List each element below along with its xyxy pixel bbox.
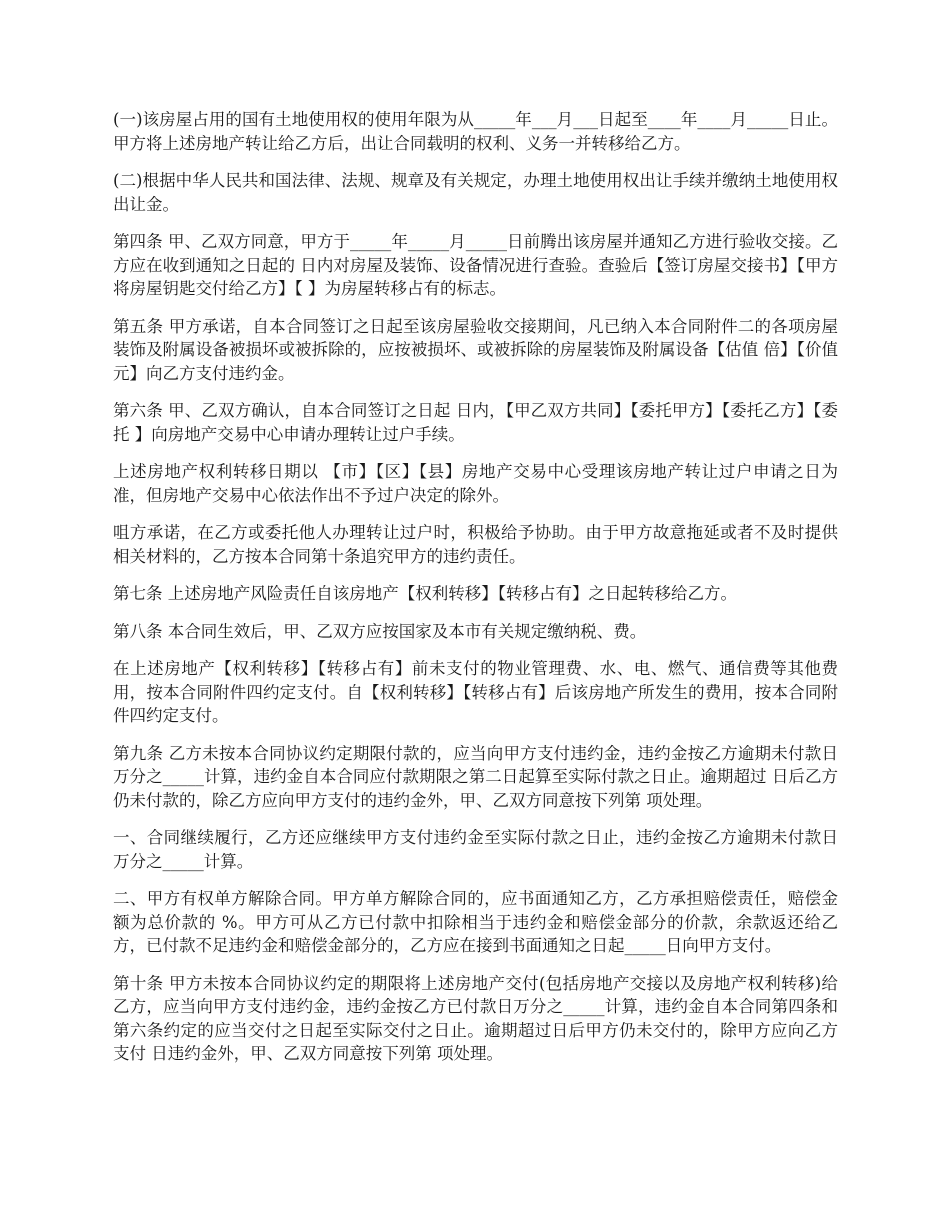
article-4-handover: 第四条 甲、乙双方同意，甲方于_____年_____月_____日前腾出该房屋并通知乙方进行验收交接。乙方应在收到通知之日起的 日内对房屋及装饰、设备情况进行查验。查验后【签订房屋交接书】【甲方将房屋钥匙交付给乙方】【 】为房屋转移占有的标志。 — [113, 232, 838, 298]
utility-fees-clause: 在上述房地产【权利转移】【转移占有】前未支付的物业管理费、水、电、燃气、通信费等其他费用，按本合同附件四约定支付。自【权利转移】【转移占有】后该房地产所发生的费用，按本合同附件四约定支付。 — [113, 659, 838, 725]
article-8-taxes-fees: 第八条 本合同生效后，甲、乙双方应按国家及本市有关规定缴纳税、费。 — [113, 621, 647, 641]
article-10-late-delivery: 第十条 甲方未按本合同协议约定的期限将上述房地产交付(包括房地产交接以及房地产权利转移)给乙方，应当向甲方支付违约金，违约金按乙方已付款日万分之_____计算，违约金自本合同第四条和第六条约定的应当交付之日起至实际交付之日止。逾期超过日后甲方仍未交付的，除甲方应向乙方支付 日违约金外，甲、乙双方同意按下列第 项处理。 — [113, 973, 838, 1063]
option-2-terminate-contract: 二、甲方有权单方解除合同。甲方单方解除合同的，应书面通知乙方，乙方承担赔偿责任，赔偿金额为总价款的 %。甲方可从乙方已付款中扣除相当于违约金和赔偿金部分的价款，余款返还给乙方，已付款不足违约金和赔偿金部分的，乙方应在接到书面通知之日起_____日向甲方支付。 — [113, 889, 838, 955]
clause-land-grant-fee: (二)根据中华人民共和国法律、法规、规章及有关规定，办理土地使用权出让手续并缴纳土地使用权出让金。 — [113, 171, 838, 214]
article-9-late-payment: 第九条 乙方未按本合同协议约定期限付款的，应当向甲方支付违约金，违约金按乙方逾期未付款日万分之_____计算，违约金自本合同应付款期限之第二日起算至实际付款之日止。逾期超过 日后乙方仍未付款的，除乙方应向甲方支付的违约金外，甲、乙双方同意按下列第 项处理。 — [113, 743, 838, 810]
article-5-damage-penalty: 第五条 甲方承诺，自本合同签订之日起至该房屋验收交接期间，凡已纳入本合同附件二的各项房屋装饰及附属设备被损坏或被拆除的，应按被损坏、或被拆除的房屋装饰及附属设备【估值 倍】【价值 元】向乙方支付违约金。 — [113, 316, 844, 383]
transfer-date-clause: 上述房地产权利转移日期以 【市】【区】【县】房地产交易中心受理该房地产转让过户申请之日为准，但房地产交易中心依法作出不予过户决定的除外。 — [113, 462, 838, 505]
party-a-assistance-clause: 咀方承诺，在乙方或委托他人办理转让过户时，积极给予协助。由于甲方故意拖延或者不及时提供相关材料的，乙方按本合同第十条追究甲方的违约责任。 — [113, 523, 838, 566]
article-7-risk-transfer: 第七条 上述房地产风险责任自该房地产【权利转移】【转移占有】之日起转移给乙方。 — [113, 584, 737, 603]
clause-land-use-term: (一)该房屋占用的国有土地使用权的使用年限为从_____年___月___日起至____年____月_____日止。甲方将上述房地产转让给乙方后，出让合同载明的权利、义务一并转移给乙方。 — [113, 110, 838, 153]
option-1-continue-contract: 一、合同继续履行，乙方还应继续甲方支付违约金至实际付款之日止，违约金按乙方逾期未付款日万分之_____计算。 — [113, 828, 838, 871]
article-6-transfer-registration: 第六条 甲、乙双方确认，自本合同签订之日起 日内，【甲乙双方共同】【委托甲方】【委托乙方】【委托 】向房地产交易中心申请办理转让过户手续。 — [113, 401, 838, 444]
